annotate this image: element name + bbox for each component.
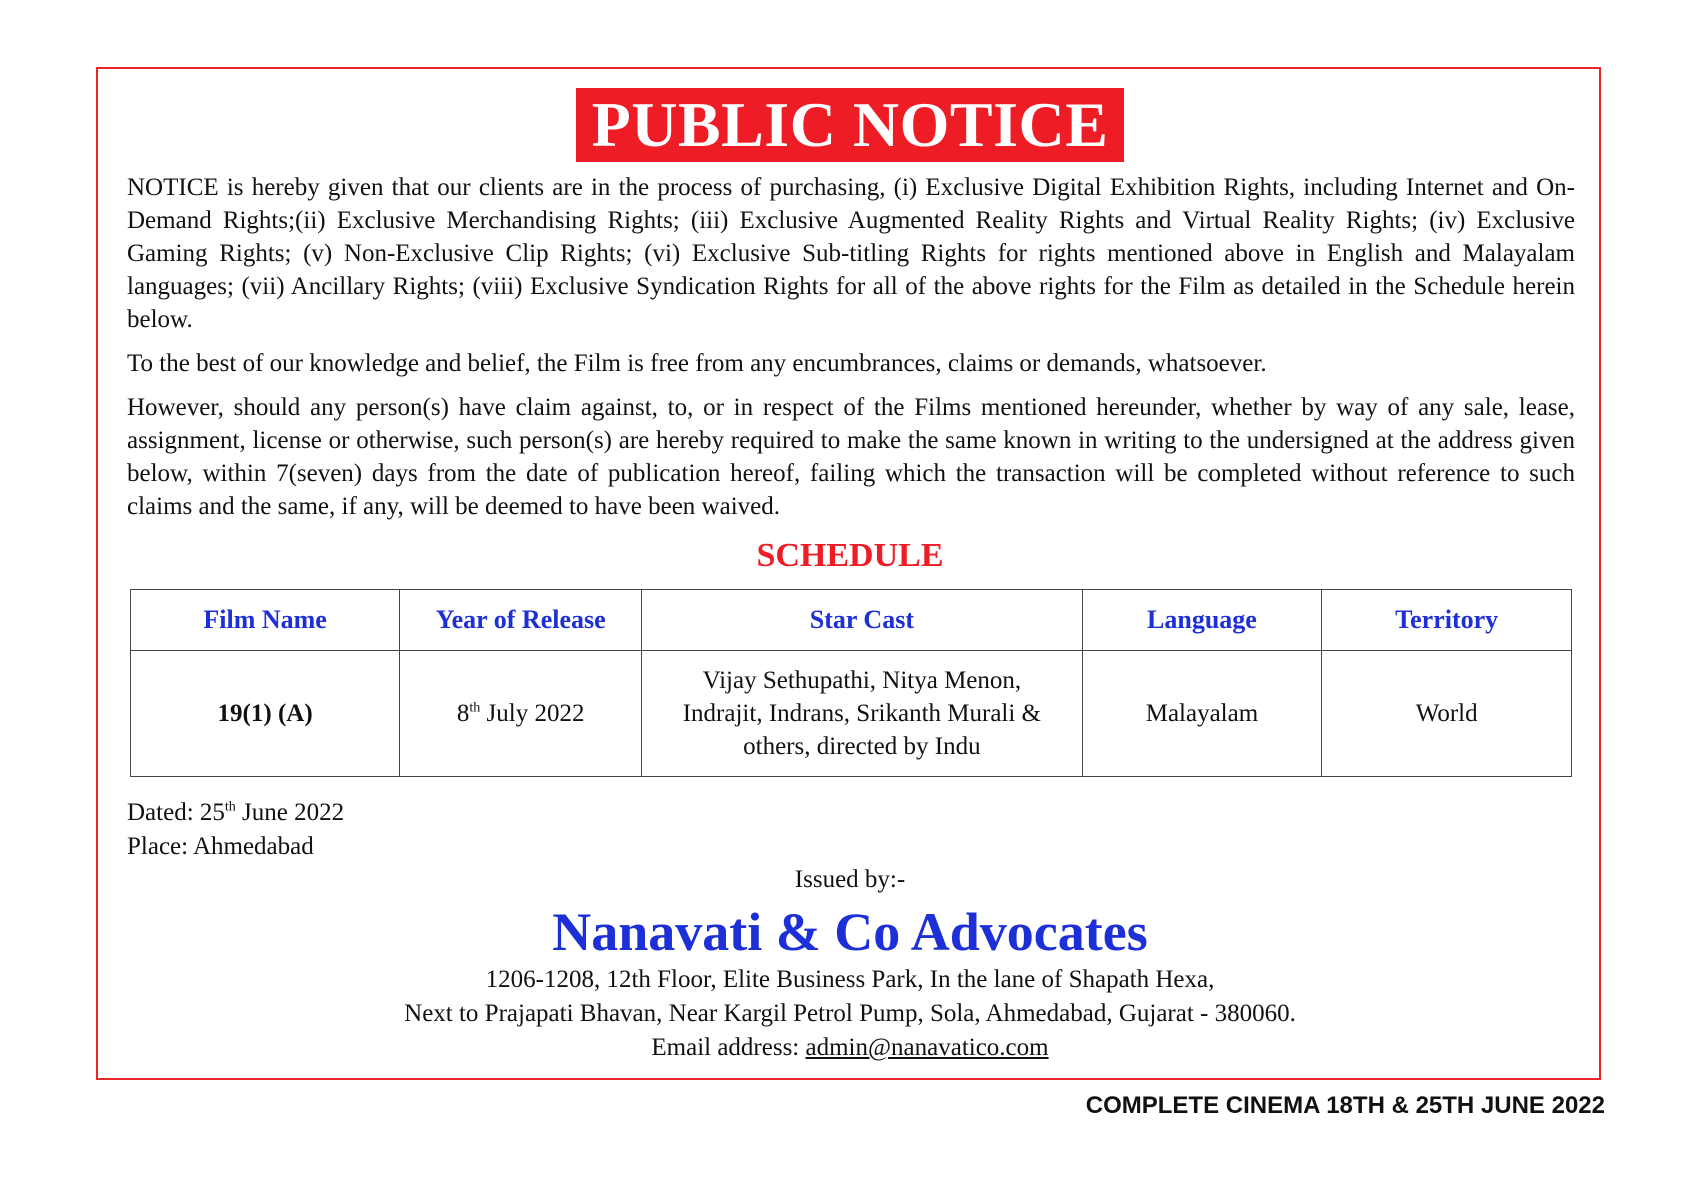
- address-line-1: 1206-1208, 12th Floor, Elite Business Park, In the lane of Shapath Hexa,: [485, 966, 1215, 993]
- title-container: [0, 88, 1700, 162]
- column-header-language: Language: [1082, 590, 1322, 651]
- notice-title: PUBLIC NOTICE: [576, 88, 1125, 162]
- cell-language: Malayalam: [1082, 651, 1322, 777]
- dated-line: [127, 796, 344, 830]
- email-link[interactable]: admin@nanavatico.com: [805, 1034, 1049, 1061]
- address-line-2: Next to Prajapati Bhavan, Near Kargil Petrol Pump, Sola, Ahmedabad, Gujarat - 380060.: [404, 1000, 1296, 1027]
- dated-prefix: Dated: 25: [127, 799, 225, 826]
- release-day: 8: [456, 700, 470, 727]
- schedule-table: [130, 589, 1572, 777]
- column-header-territory: Territory: [1322, 590, 1572, 651]
- notice-paragraph-1: NOTICE is hereby given that our clients are in the process of purchasing, (i) Exclusive Digital Exhibition Rights, including Internet and On-Demand Rights;(ii) Exclusive Merchandising Rights; (iii) Exclusive Augmented Reality Rights and Virtual Reality Rights; (iv) Exclusive Gaming Rights; (v) Non-Exclusive Clip Rights; (vi) Exclusive Sub-titling Rights for rights mentioned above in English and Malayalam languages; (vii) Ancillary Rights; (viii) Exclusive Syndication Rights for all of the above rights for the Film as detailed in the Schedule herein below.: [127, 174, 1575, 333]
- cell-star-cast: [642, 651, 1082, 777]
- email-line: [0, 1031, 1700, 1065]
- star-cast-line: others, directed by Indu: [743, 733, 981, 760]
- issued-by-label: Issued by:-: [794, 866, 906, 893]
- place-line: Place: Ahmedabad: [127, 833, 314, 860]
- table-row: [131, 651, 1572, 777]
- schedule-heading: SCHEDULE: [756, 537, 944, 574]
- star-cast-line: Vijay Sethupathi, Nitya Menon,: [702, 667, 1022, 694]
- publication-footer: COMPLETE CINEMA 18TH & 25TH JUNE 2022: [1085, 1092, 1605, 1119]
- date-place-block: [127, 796, 344, 864]
- cell-territory: World: [1322, 651, 1572, 777]
- dated-rest: June 2022: [235, 799, 345, 826]
- cell-year-of-release: [400, 651, 642, 777]
- firm-name: Nanavati & Co Advocates: [552, 902, 1148, 962]
- cell-film-name: 19(1) (A): [131, 651, 400, 777]
- email-label: Email address:: [651, 1034, 806, 1061]
- column-header-film-name: Film Name: [131, 590, 400, 651]
- dated-suffix: th: [224, 799, 236, 815]
- column-header-year-of-release: Year of Release: [400, 590, 642, 651]
- star-cast-line: Indrajit, Indrans, Srikanth Murali &: [682, 700, 1041, 727]
- column-header-star-cast: Star Cast: [642, 590, 1082, 651]
- release-day-suffix: th: [469, 700, 481, 716]
- notice-paragraph-2: To the best of our knowledge and belief, the Film is free from any encumbrances, claims or demands, whatsoever.: [127, 350, 1267, 377]
- release-month-year: July 2022: [480, 700, 585, 727]
- notice-paragraph-3: However, should any person(s) have claim against, to, or in respect of the Films mentioned hereunder, whether by way of any sale, lease, assignment, license or otherwise, such person(s) are hereby required to make the same known in writing to the undersigned at the address given below, within 7(seven) days from the date of publication hereof, failing which the transaction will be completed without reference to such claims and the same, if any, will be deemed to have been waived.: [127, 394, 1575, 520]
- firm-address: [0, 963, 1700, 1065]
- table-header-row: [131, 590, 1572, 651]
